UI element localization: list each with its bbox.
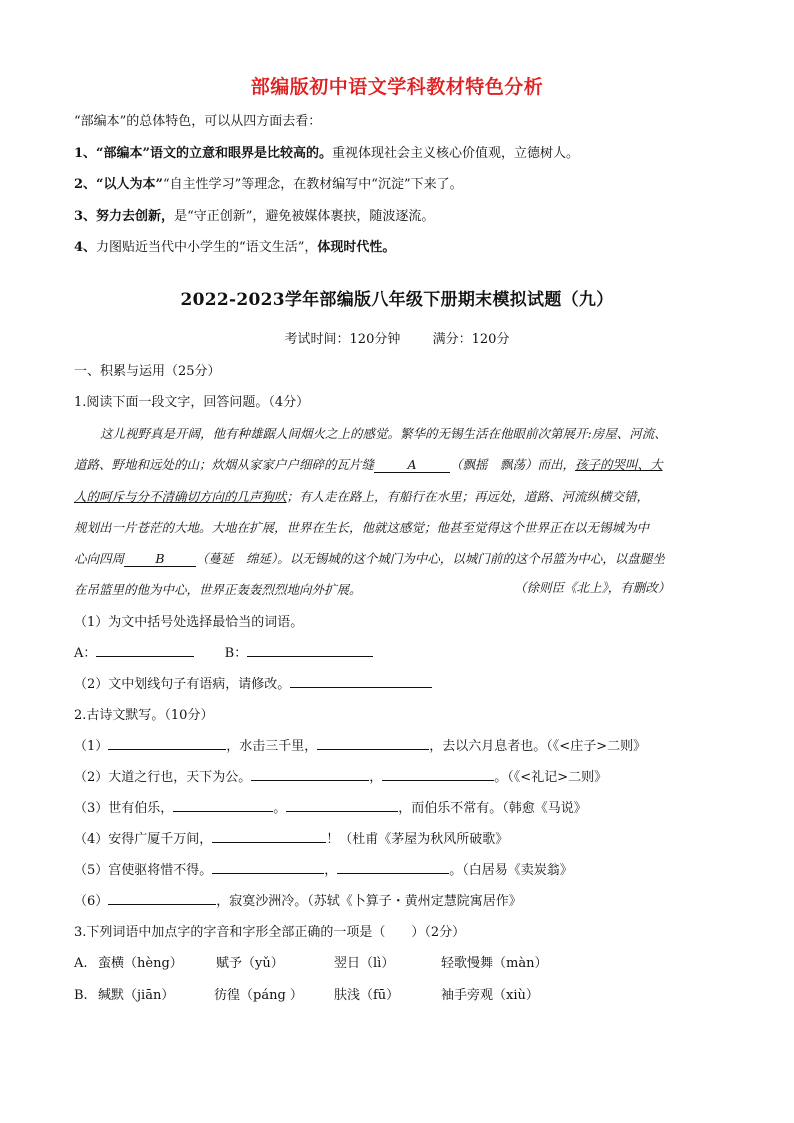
- q3-option-b: [74, 984, 539, 1003]
- point-3-bold: 努力去创新，: [96, 209, 175, 224]
- q2-item-3-mid: 。: [273, 801, 287, 816]
- q3-stem: 3.下列词语中加点字的字音和字形全部正确的一项是（ ）（2分）: [74, 925, 466, 940]
- point-1-bold: “部编本”语文的立意和眼界是比较高的。: [96, 146, 333, 161]
- option-b-word-2: 彷徨（páng ）: [214, 988, 303, 1003]
- point-3: [74, 205, 434, 224]
- passage-line-2a: 道路、野地和远处的山；炊烟从家家户户细碎的瓦片缝: [74, 457, 375, 472]
- point-4: [74, 236, 395, 255]
- intro-line: “部编本”的总体特色，可以从四方面去看：: [74, 114, 322, 129]
- underlined-sentence-start: 孩子的哭叫、大: [575, 457, 663, 472]
- point-1: [74, 142, 579, 161]
- q1-stem: 1.阅读下面一段文字，回答问题。（4分）: [74, 395, 310, 410]
- point-1-num: 1、: [74, 146, 97, 161]
- option-a-label: A.: [74, 956, 88, 971]
- q2-item-4-post: ！（杜甫《茅屋为秋风所破歌》: [326, 832, 509, 847]
- q2-stem: 2.古诗文默写。（10分）: [74, 708, 214, 723]
- q2-item-2-blank-2[interactable]: [382, 767, 494, 781]
- q2-item-3-pre: （3）世有伯乐，: [74, 801, 174, 816]
- passage-line-5b: （蔓延 绵延）。以无锡城的这个城门为中心，以城门前的这个吊篮为中心，以盘腿坐: [196, 551, 665, 566]
- q2-item-4-pre: （4）安得广厦千万间，: [74, 832, 213, 847]
- q2-item-1: [74, 735, 646, 754]
- q2-item-6-post: ，寂寞沙洲冷。（苏轼《卜算子・黄州定慧院寓居作》: [216, 894, 522, 909]
- point-4-rest: 力图贴近当代中小学生的“语文生活”，: [96, 240, 318, 255]
- exam-score: 满分：120分: [432, 332, 510, 347]
- point-3-num: 3、: [74, 209, 97, 224]
- point-2-num: 2、: [74, 177, 97, 192]
- q2-item-3-blank-1[interactable]: [173, 798, 273, 812]
- passage-line-4: 规划出一片苍茫的大地。大地在扩展，世界在生长，他就这感觉；他甚至觉得这个世界正在以无锡城为中: [74, 520, 650, 535]
- q2-item-6-pre: （6）: [74, 894, 109, 909]
- passage-line-3: [74, 487, 726, 505]
- answer-b-label: B：: [224, 646, 248, 661]
- point-3-rest: 是“守正创新”，避免被媒体裹挟，随波逐流。: [174, 209, 435, 224]
- option-b-label: B.: [74, 988, 88, 1003]
- q2-item-5-post: 。（白居易《卖炭翁》: [449, 863, 573, 878]
- blank-b: B: [124, 551, 196, 567]
- blank-a: A: [374, 457, 450, 473]
- option-a-word-1: 蛮横（hèng）: [98, 956, 183, 971]
- feature-analysis-title: 部编版初中语文学科教材特色分析: [250, 76, 544, 98]
- exam-time: 考试时间：120分钟: [284, 332, 401, 347]
- q3-option-a: [74, 952, 547, 971]
- q2-item-3-blank-2[interactable]: [286, 798, 398, 812]
- passage-line-2: [74, 455, 726, 473]
- answer-a-label: A：: [74, 646, 97, 661]
- q2-item-1-blank-2[interactable]: [317, 736, 429, 750]
- q2-item-4: [74, 828, 508, 847]
- correction-blank[interactable]: [290, 674, 432, 688]
- option-b-word-3: 肤浅（fū）: [334, 988, 400, 1003]
- passage-line-2b: （飘摇 飘荡）而出，: [450, 457, 576, 472]
- q2-item-2-blank-1[interactable]: [251, 767, 369, 781]
- exam-title: 2022-2023学年部编版八年级下册期末模拟试题（九）: [180, 290, 614, 310]
- option-b-word-4: 袖手旁观（xiù）: [441, 988, 539, 1003]
- option-a-word-3: 翌日（lì）: [334, 956, 395, 971]
- option-a-word-2: 赋予（yǔ）: [216, 956, 284, 971]
- q2-item-1-mid: ，水击三千里，: [226, 739, 318, 754]
- q1-sub1-answers: [74, 642, 373, 661]
- underlined-sentence-end: 人的呵斥与分不清确切方向的几声狗吠: [74, 489, 287, 504]
- exam-info: [0, 328, 794, 347]
- passage-line-5: [74, 549, 726, 567]
- q2-item-5-blank-2[interactable]: [337, 860, 449, 874]
- passage-line-5a: 心向四周: [74, 551, 125, 566]
- q2-item-1-post: ，去以六月息者也。（《<庄子>二则》: [429, 739, 647, 754]
- q2-item-3: [74, 797, 587, 816]
- point-4-num: 4、: [74, 240, 97, 255]
- q1-sub2-text: （2）文中划线句子有语病，请修改。: [74, 677, 291, 692]
- q2-item-4-blank-1[interactable]: [212, 829, 326, 843]
- answer-a-blank[interactable]: [96, 643, 194, 657]
- answer-b-blank[interactable]: [247, 643, 373, 657]
- passage-line-3b: ；有人走在路上，有船行在水里；再远处，道路、河流纵横交错，: [286, 489, 650, 504]
- option-a-word-4: 轻歌慢舞（màn）: [441, 956, 548, 971]
- q1-sub1: （1）为文中括号处选择最恰当的词语。: [74, 615, 304, 630]
- q2-item-5: [74, 859, 573, 878]
- q2-item-3-post: ，而伯乐不常有。（韩愈《马说》: [398, 801, 587, 816]
- q2-item-6-blank-1[interactable]: [108, 891, 216, 905]
- q2-item-1-pre: （1）: [74, 739, 109, 754]
- passage-line-6: 在吊篮里的他为中心，世界正轰轰烈烈地向外扩展。: [74, 582, 362, 597]
- q2-item-1-blank-1[interactable]: [108, 736, 226, 750]
- passage-source: （徐则臣《北上》，有删改）: [514, 580, 671, 595]
- point-2-rest: “自主性学习”等理念，在教材编写中“沉淀”下来了。: [163, 177, 463, 192]
- point-1-rest: 重视体现社会主义核心价值观，立德树人。: [332, 146, 580, 161]
- point-4-bold-end: 体现时代性。: [317, 240, 396, 255]
- q2-item-5-pre: （5）宫使驱将惜不得。: [74, 863, 213, 878]
- section-1-heading: 一、积累与运用（25分）: [74, 364, 221, 379]
- option-b-word-1: 缄默（jiān）: [98, 988, 175, 1003]
- passage-line-1: 这儿视野真是开阔，他有种雄踞人间烟火之上的感觉。繁华的无锡生活在他眼前次第展开:房屋、河流、: [100, 426, 667, 441]
- point-2-bold: “以人为本”: [96, 177, 164, 192]
- q2-item-2-post: 。（《<礼记>二则》: [494, 770, 608, 785]
- q2-item-2-mid: ，: [369, 770, 383, 785]
- q2-item-6: [74, 890, 522, 909]
- point-2: [74, 173, 463, 192]
- q1-sub2: [74, 673, 432, 692]
- q2-item-2-pre: （2）大道之行也，天下为公。: [74, 770, 252, 785]
- q2-item-5-mid: ，: [324, 863, 338, 878]
- q2-item-5-blank-1[interactable]: [212, 860, 324, 874]
- q2-item-2: [74, 766, 607, 785]
